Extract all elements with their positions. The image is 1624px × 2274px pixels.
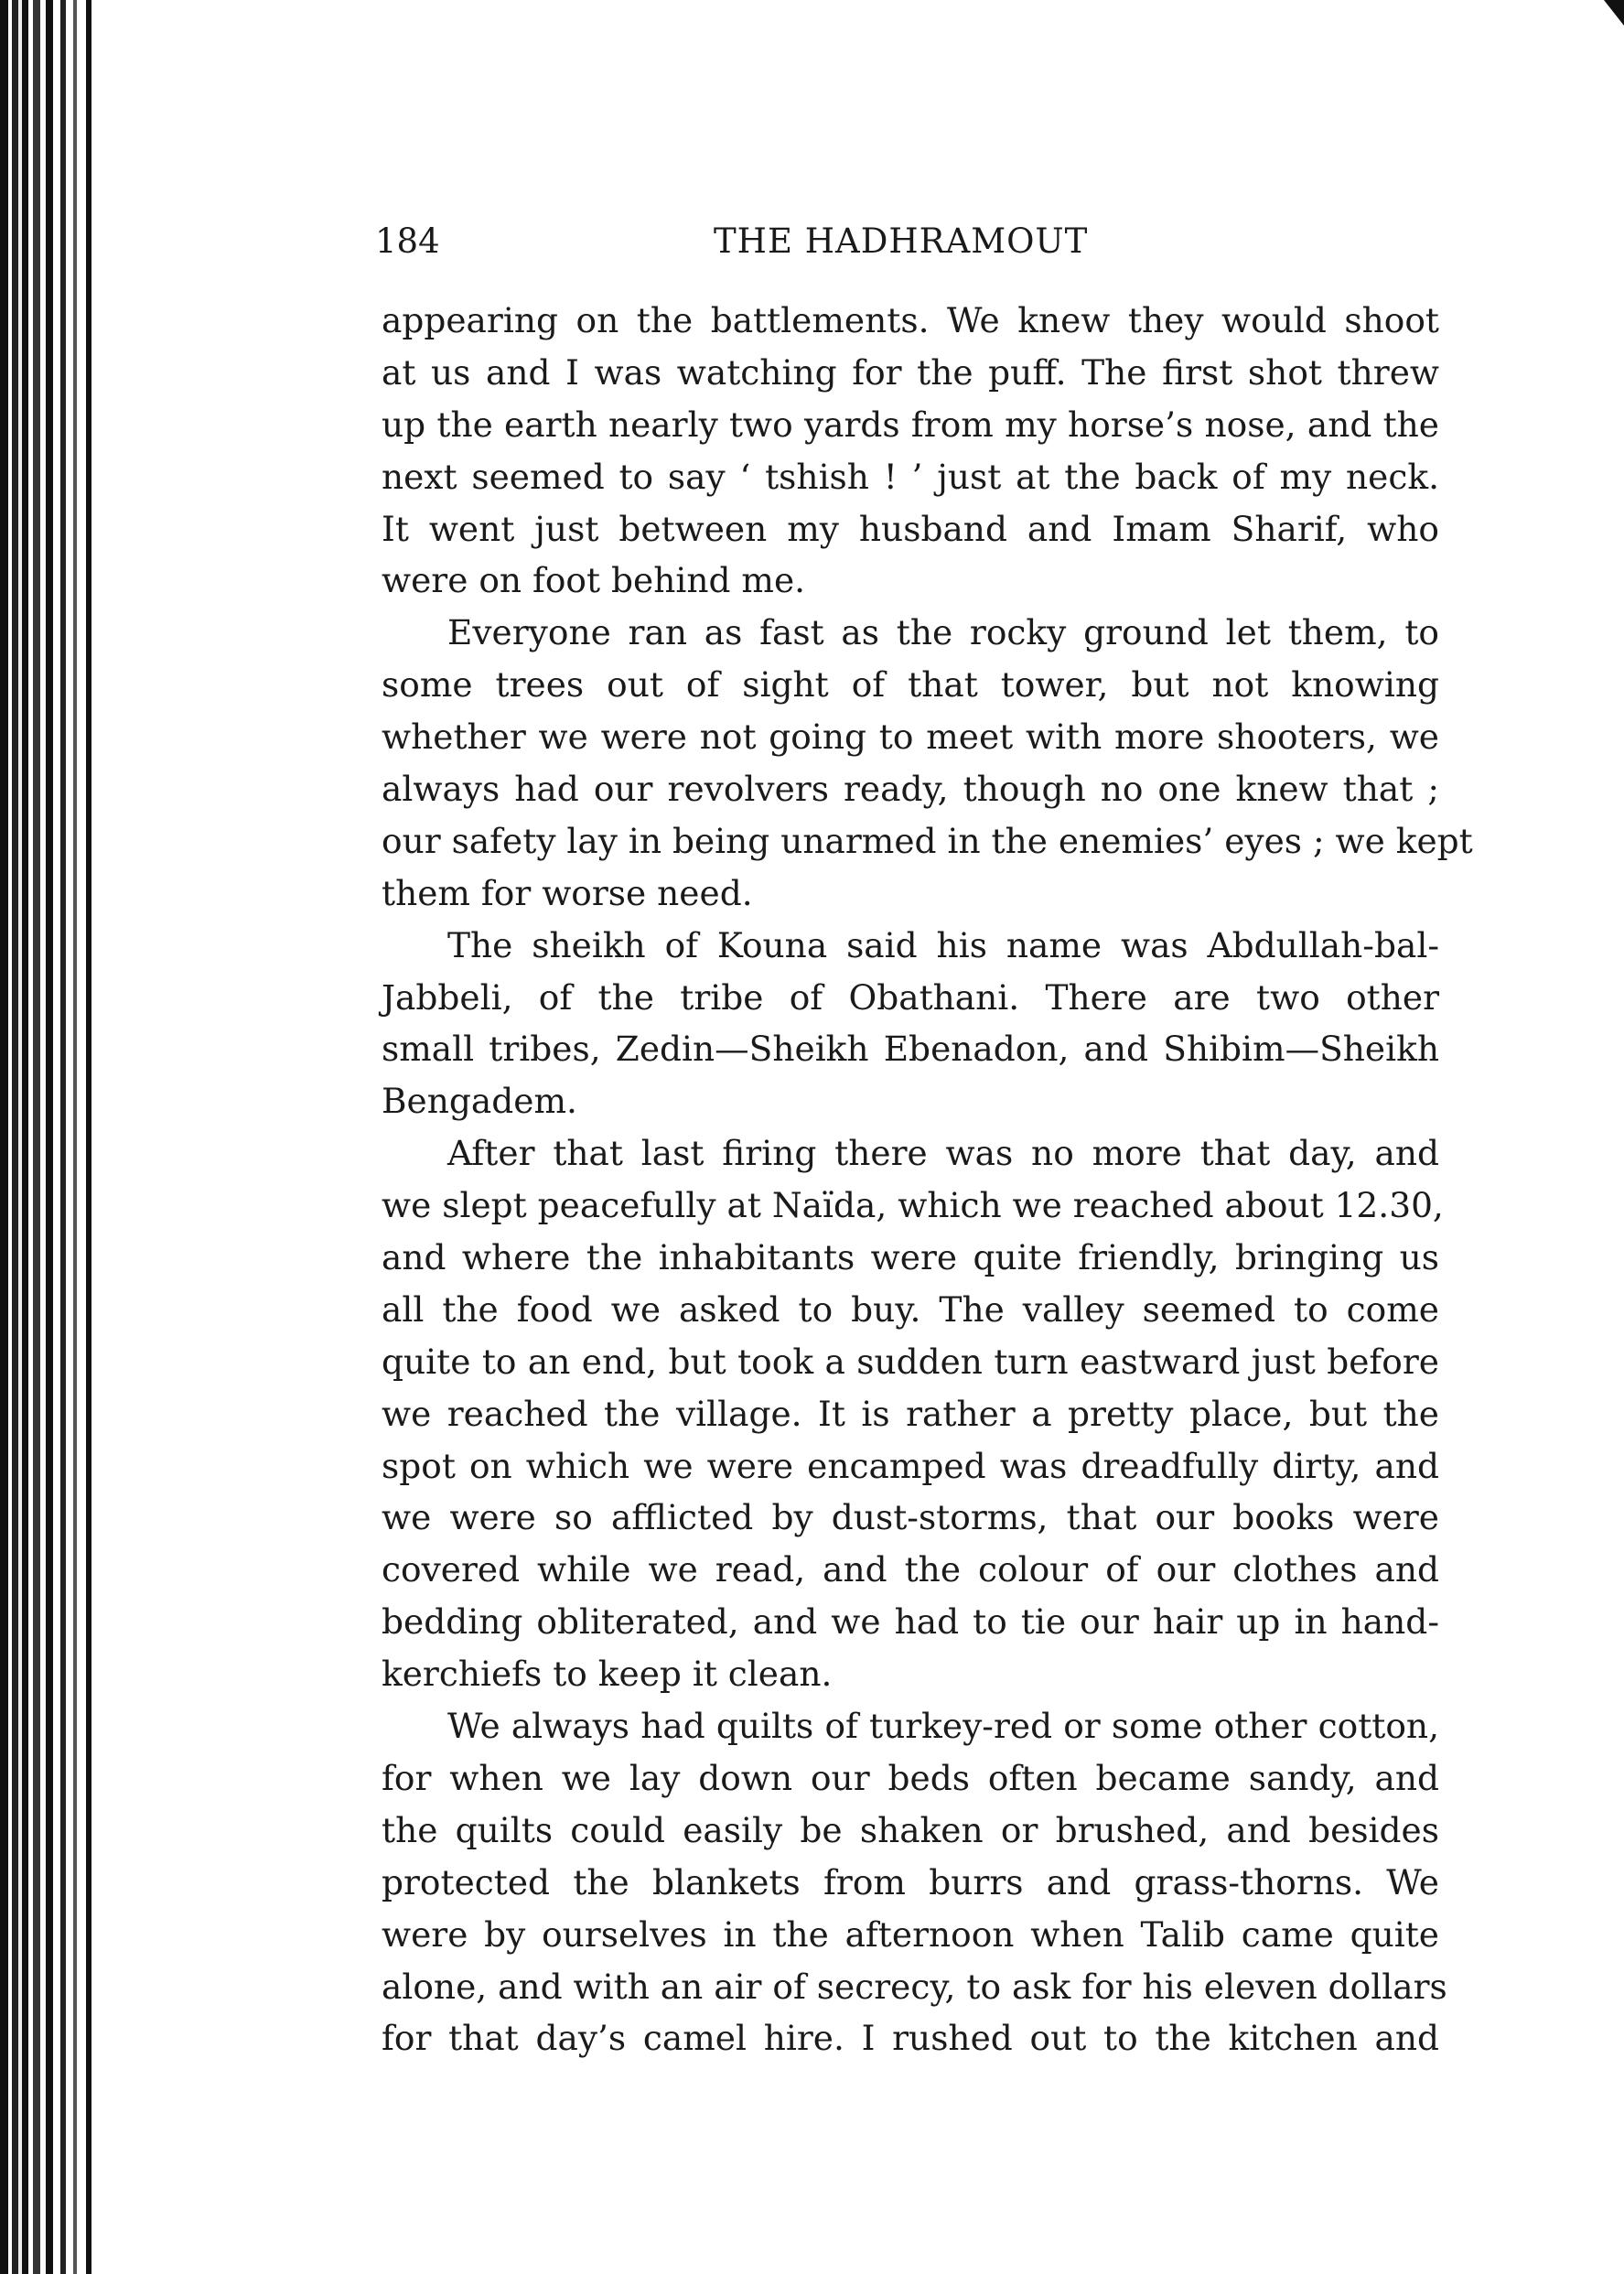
text-line: Bengadem. xyxy=(382,1081,577,1122)
page-corner-mark xyxy=(1604,0,1624,26)
body-text xyxy=(382,295,1473,2064)
text-line: them for worse need. xyxy=(382,872,753,913)
text-line: quite to an end, but took a sudden turn eastward just before xyxy=(382,1341,1439,1382)
running-title: THE HADHRAMOUT xyxy=(714,221,1089,261)
text-line: at us and I was watching for the puff. The first shot threw xyxy=(382,351,1439,393)
text-line: and where the inhabitants were quite friendly, bringing us xyxy=(382,1237,1439,1278)
text-line: whether we were not going to meet with more shooters, we xyxy=(382,717,1439,758)
paragraph xyxy=(382,920,1439,1128)
text-line: for when we lay down our beds often became sandy, and xyxy=(382,1757,1439,1798)
text-line: alone, and with an air of secrecy, to ask for his eleven dollars xyxy=(382,1966,1447,2007)
paragraph xyxy=(382,1700,1447,2064)
text-line: covered while we read, and the colour of our clothes and xyxy=(382,1549,1439,1590)
text-line: some trees out of sight of that tower, but not knowing xyxy=(382,664,1439,706)
text-line: the quilts could easily be shaken or brushed, and besides xyxy=(382,1809,1439,1850)
text-line: The sheikh of Kouna said his name was Abdullah-bal- xyxy=(447,924,1439,965)
paragraph xyxy=(382,1127,1444,1700)
text-line: were on foot behind me. xyxy=(382,560,806,601)
text-line: appearing on the battlements. We knew they would shoot xyxy=(382,300,1439,340)
text-line: we reached the village. It is rather a pretty place, but the xyxy=(382,1393,1439,1434)
text-line: Jabbeli, of the tribe of Obathani. There are two other xyxy=(382,976,1439,1018)
text-line: we were so afflicted by dust-storms, that our books were xyxy=(382,1497,1439,1538)
text-line: we slept peacefully at Naïda, which we reached about 12.30, xyxy=(382,1185,1444,1226)
text-line: bedding obliterated, and we had to tie our hair up in hand- xyxy=(382,1601,1439,1643)
text-line: all the food we asked to buy. The valley seemed to come xyxy=(382,1288,1439,1330)
text-line: next seemed to say ‘ tshish ! ’ just at the back of my neck. xyxy=(382,456,1439,497)
text-line: protected the blankets from burrs and grass-thorns. We xyxy=(382,1861,1439,1902)
page-number: 184 xyxy=(375,221,440,261)
text-line: our safety lay in being unarmed in the enemies’ eyes ; we kept xyxy=(382,820,1473,861)
text-line: always had our revolvers ready, though no one knew that ; xyxy=(382,769,1439,810)
text-line: up the earth nearly two yards from my horse’s nose, and the xyxy=(382,404,1439,445)
text-line: spot on which we were encamped was dreadfully dirty, and xyxy=(382,1445,1439,1486)
text-line: small tribes, Zedin—Sheikh Ebenadon, and Shibim—Sheikh xyxy=(382,1029,1439,1070)
paragraph xyxy=(382,607,1473,919)
text-line: for that day’s camel hire. I rushed out to the kitchen and xyxy=(382,2018,1439,2059)
text-line: After that last firing there was no more that day, and xyxy=(447,1133,1439,1174)
text-line: It went just between my husband and Imam Sharif, who xyxy=(382,508,1439,549)
text-line: were by ourselves in the afternoon when Talib came quite xyxy=(382,1913,1439,1955)
book-binding-edge xyxy=(0,0,102,2274)
text-line: We always had quilts of turkey-red or some other cotton, xyxy=(447,1706,1439,1747)
text-line: kerchiefs to keep it clean. xyxy=(382,1654,833,1695)
paragraph xyxy=(382,295,1439,607)
text-line: Everyone ran as fast as the rocky ground let them, to xyxy=(447,612,1439,653)
